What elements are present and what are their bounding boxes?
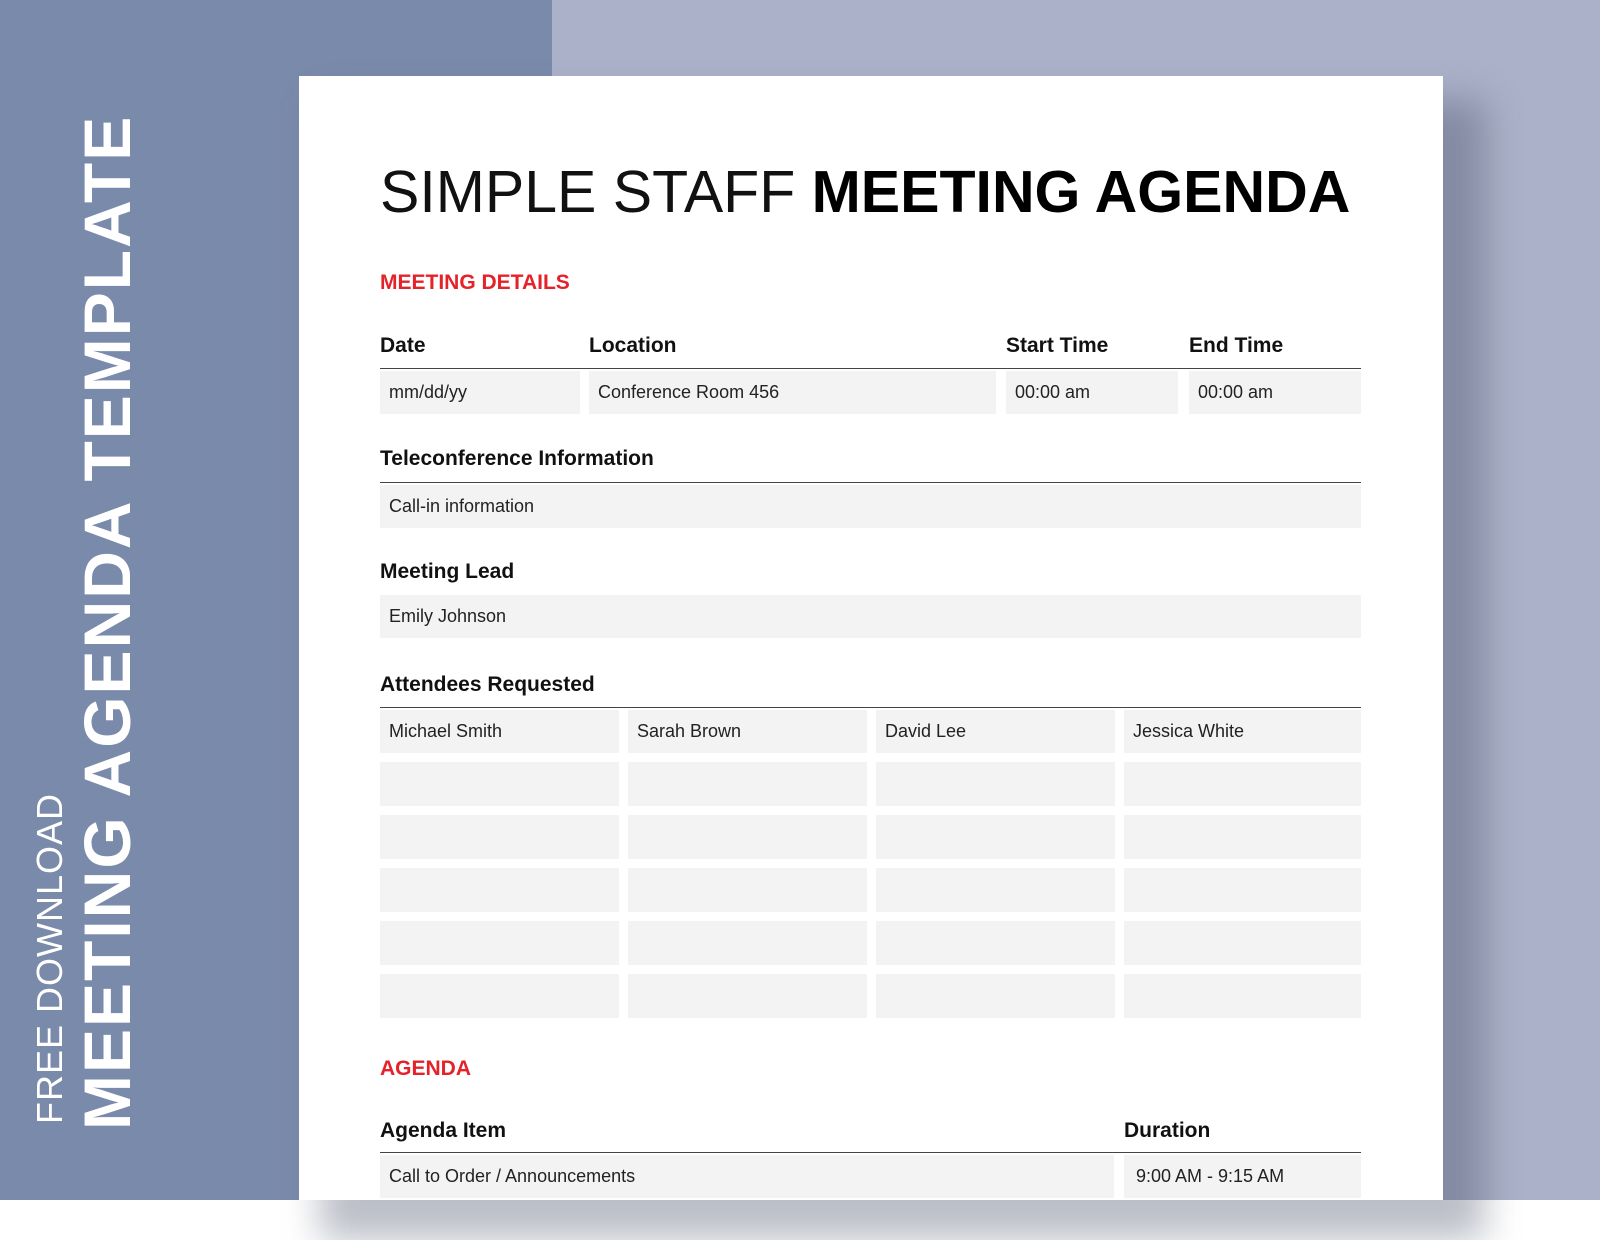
- end-time-label: End Time: [1189, 334, 1284, 357]
- attendee-field-empty[interactable]: [876, 762, 1115, 806]
- document-title-bold: MEETING AGENDA: [811, 159, 1351, 225]
- date-field[interactable]: mm/dd/yy: [380, 371, 580, 414]
- attendee-field-empty[interactable]: [628, 868, 867, 912]
- attendee-field-empty[interactable]: [1124, 921, 1361, 965]
- attendee-field[interactable]: Jessica White: [1124, 710, 1361, 753]
- agenda-duration-field[interactable]: 9:00 AM - 9:15 AM: [1124, 1155, 1361, 1198]
- attendee-field[interactable]: Michael Smith: [380, 710, 619, 753]
- side-banner: [29, 114, 144, 1130]
- start-time-label: Start Time: [1006, 334, 1109, 357]
- attendee-field-empty[interactable]: [1124, 815, 1361, 859]
- attendee-field-empty[interactable]: [380, 921, 619, 965]
- attendee-field-empty[interactable]: [876, 974, 1115, 1018]
- meeting-details-heading: MEETING DETAILS: [380, 271, 570, 294]
- attendee-field-empty[interactable]: [380, 815, 619, 859]
- duration-label: Duration: [1124, 1119, 1211, 1142]
- teleconference-label: Teleconference Information: [380, 447, 654, 470]
- attendee-field-empty[interactable]: [628, 815, 867, 859]
- attendee-field-empty[interactable]: [628, 762, 867, 806]
- attendee-field-empty[interactable]: [628, 921, 867, 965]
- divider: [380, 368, 1361, 369]
- agenda-item-label: Agenda Item: [380, 1119, 507, 1142]
- agenda-heading: AGENDA: [380, 1057, 472, 1080]
- attendee-field[interactable]: Sarah Brown: [628, 710, 867, 753]
- attendee-field-empty[interactable]: [628, 974, 867, 1018]
- attendees-label: Attendees Requested: [380, 673, 595, 696]
- attendee-field[interactable]: David Lee: [876, 710, 1115, 753]
- attendee-field-empty[interactable]: [380, 868, 619, 912]
- attendee-field-empty[interactable]: [380, 974, 619, 1018]
- divider: [380, 707, 1361, 708]
- location-label: Location: [589, 334, 677, 357]
- divider: [380, 482, 1361, 483]
- document-page: [299, 76, 1443, 1200]
- attendee-field-empty[interactable]: [380, 762, 619, 806]
- document-title-light: SIMPLE STAFF: [380, 159, 796, 225]
- attendee-field-empty[interactable]: [1124, 762, 1361, 806]
- date-label: Date: [380, 334, 426, 357]
- meeting-lead-field[interactable]: Emily Johnson: [380, 595, 1361, 638]
- side-banner-title: MEETING AGENDA TEMPLATE: [70, 114, 144, 1130]
- document-title: [380, 158, 1350, 226]
- divider: [380, 1152, 1361, 1153]
- side-banner-subtitle: FREE DOWNLOAD: [29, 792, 70, 1124]
- agenda-item-field[interactable]: Call to Order / Announcements: [380, 1155, 1114, 1198]
- start-time-field[interactable]: 00:00 am: [1006, 371, 1178, 414]
- attendee-field-empty[interactable]: [876, 868, 1115, 912]
- attendee-field-empty[interactable]: [1124, 868, 1361, 912]
- meeting-lead-label: Meeting Lead: [380, 560, 515, 583]
- location-field[interactable]: Conference Room 456: [589, 371, 996, 414]
- end-time-field[interactable]: 00:00 am: [1189, 371, 1361, 414]
- attendee-field-empty[interactable]: [1124, 974, 1361, 1018]
- teleconference-field[interactable]: Call-in information: [380, 485, 1361, 528]
- attendee-field-empty[interactable]: [876, 921, 1115, 965]
- attendee-field-empty[interactable]: [876, 815, 1115, 859]
